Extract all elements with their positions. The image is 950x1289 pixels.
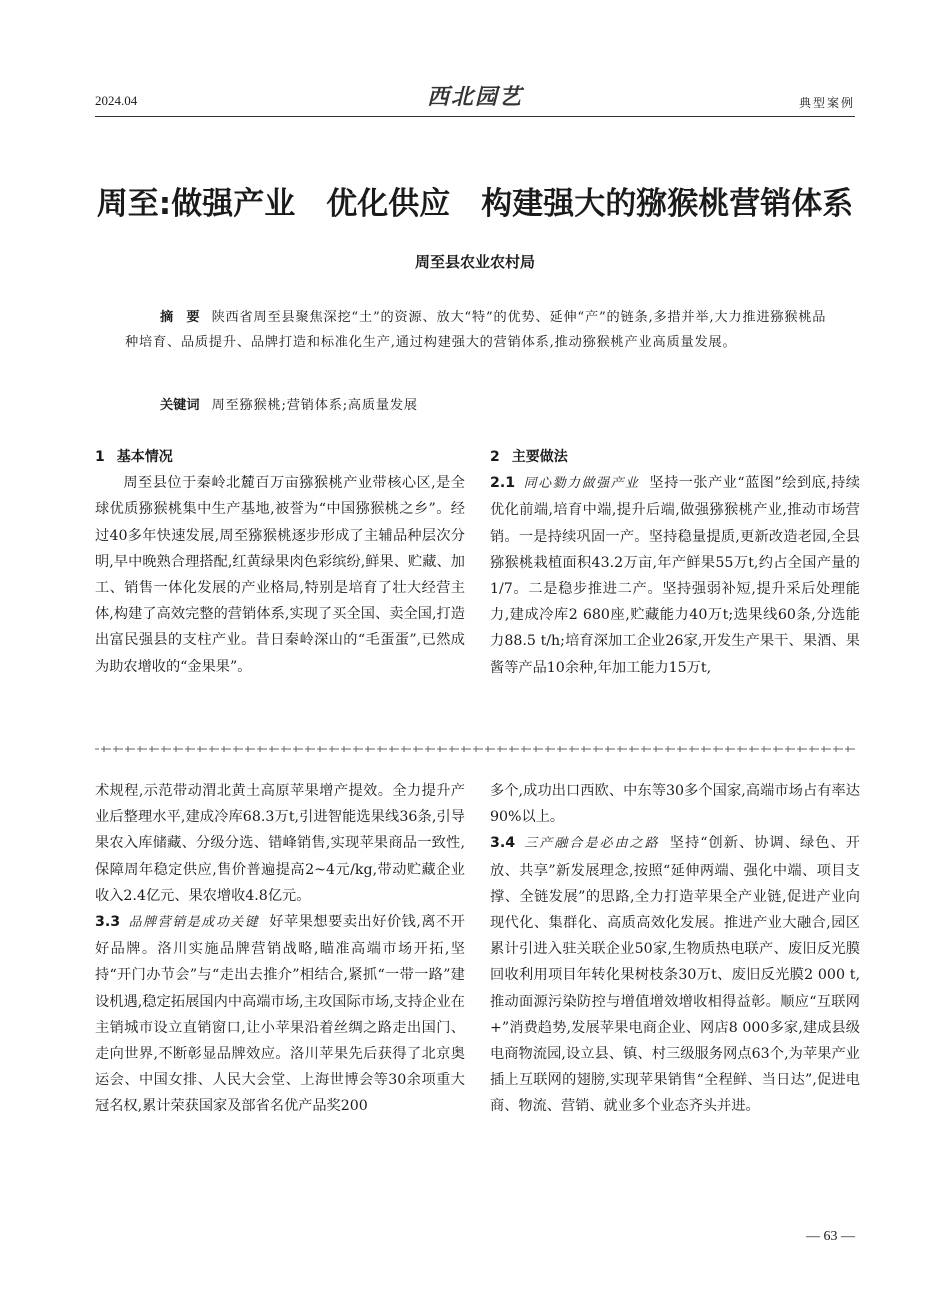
abstract-text: 陕西省周至县聚焦深挖“土”的资源、放大“特”的优势、延伸“产”的链条,多措并举,大力推进猕猴桃品种培育、品质提升、品牌打造和标准化生产,通过构建强大的营销体系,推动猕猴桃产业高质量发展。: [125, 310, 827, 350]
paragraph: [490, 830, 860, 1119]
section-heading: [490, 444, 860, 470]
abstract-label: 摘 要: [160, 310, 200, 325]
keywords-text: 周至猕猴桃;营销体系;高质量发展: [211, 398, 418, 413]
subsection-number: 2.1: [490, 475, 516, 492]
article-title: 周至:做强产业 优化供应 构建强大的猕猴桃营销体系: [96, 186, 854, 222]
paragraph-text: 坚持“创新、协调、绿色、开放、共享”新发展理念,按照“延伸两端、强化中端、项目支撑、全链发展”的思路,全力打造苹果全产业链,促进产业向现代化、集群化、高质高效化发展。推进产业大融合,园区累计引进入驻关联企业50家,生物质热电联产、废旧反光膜回收利用项目年转化果树枝条30万t、废旧反光膜2 000 t,推动面源污染防控与增值增效增收相得益彰。顺应“互联网+”消费趋势,发展苹果电商企业、网店8 000多家,建成县级电商物流园,设立县、镇、村三级服务网点63个,为苹果产业插上互联网的翅膀,实现苹果销售“全程鲜、当日达”,促进电商、物流、营销、就业多个业态齐头并进。: [490, 835, 860, 1115]
keywords: [160, 394, 840, 413]
paragraph: 多个,成功出口西欧、中东等30多个国家,高端市场占有率达90%以上。: [490, 783, 860, 826]
paragraph-text: 坚持一张产业“蓝图”绘到底,持续优化前端,培育中端,提升后端,做强猕猴桃产业,推动市场营销。一是持续巩固一产。坚持稳量提质,更新改造老园,全县猕猴桃栽植面积43.2万亩,年产鲜果55万t,约占全国产量的1/7。二是稳步推进二产。坚持强弱补短,提升采后处理能力,建成冷库2 680座,贮藏能力40万t;选果线60条,分选能力88.5 t/h;培育深加工企业26家,开发生产果干、果酒、果酱等产品10余种,年加工能力15万t,: [490, 475, 860, 676]
paragraph: [490, 470, 860, 681]
subsection-number: 3.4: [490, 835, 516, 852]
article-author: 周至县农业农村局: [414, 253, 535, 271]
paragraph: [95, 909, 465, 1120]
journal-logo: 西北园艺: [426, 84, 523, 110]
section-heading: [95, 444, 465, 470]
bottom-right-column: [490, 778, 860, 1120]
page-number: — 63 —: [806, 1229, 855, 1244]
subsection-title: 三产融合是必由之路: [523, 836, 660, 852]
top-left-column: [95, 444, 465, 680]
subsection-title: 品牌营销是成功关键: [128, 915, 260, 931]
paragraph: 术规程,示范带动渭北黄土高原苹果增产提效。全力提升产业后整理水平,建成冷库68.3万t,引进智能选果线36条,引导果农入库储藏、分级分选、错峰销售,实现苹果商品一致性,保障周年稳定供应,售价普遍提高2~4元/kg,带动贮藏企业收入2.4亿元、果农增收4.8亿元。: [95, 783, 465, 904]
top-right-column: [490, 444, 860, 681]
section-number: 1: [95, 449, 105, 465]
paragraph-text: 好苹果想要卖出好价钱,离不开好品牌。洛川实施品牌营销战略,瞄准高端市场开拓,坚持“开门办节会”与“走出去推介”相结合,紧抓“一带一路”建设机遇,稳定拓展国内中高端市场,主攻国际市场,支持企业在主销城市设立直销窗口,让小苹果沿着丝绸之路走出国门、走向世界,不断彰显品牌效应。洛川苹果先后获得了北京奥运会、中国女排、人民大会堂、上海世博会等30余项重大冠名权,累计荣获国家及部省名优产品奖200: [95, 914, 465, 1115]
section-title: 主要做法: [511, 449, 568, 465]
bottom-left-column: [95, 778, 465, 1120]
issue-date: 2024.04: [95, 93, 138, 108]
paragraph: 周至县位于秦岭北麓百万亩猕猴桃产业带核心区,是全球优质猕猴桃集中生产基地,被誉为“中国猕猴桃之乡”。经过40多年快速发展,周至猕猴桃逐步形成了主辅品种层次分明,早中晚熟合理搭配,红黄绿果肉色彩缤纷,鲜果、贮藏、加工、销售一体化发展的产业格局,特别是培育了壮大经营主体,构建了高效完整的营销体系,实现了买全国、卖全国,打造出富民强县的支柱产业。昔日秦岭深山的“毛蛋蛋”,已然成为助农增收的“金果果”。: [95, 475, 465, 675]
section-title: 基本情况: [116, 449, 173, 465]
subsection-number: 3.3: [95, 914, 121, 931]
abstract: [125, 305, 830, 355]
keywords-label: 关键词: [160, 398, 200, 413]
section-label: 典型案例: [798, 96, 855, 110]
subsection-title: 同心勠力做强产业: [523, 476, 640, 492]
section-divider: [95, 744, 855, 754]
header-rule: [95, 116, 855, 117]
section-number: 2: [490, 449, 500, 465]
